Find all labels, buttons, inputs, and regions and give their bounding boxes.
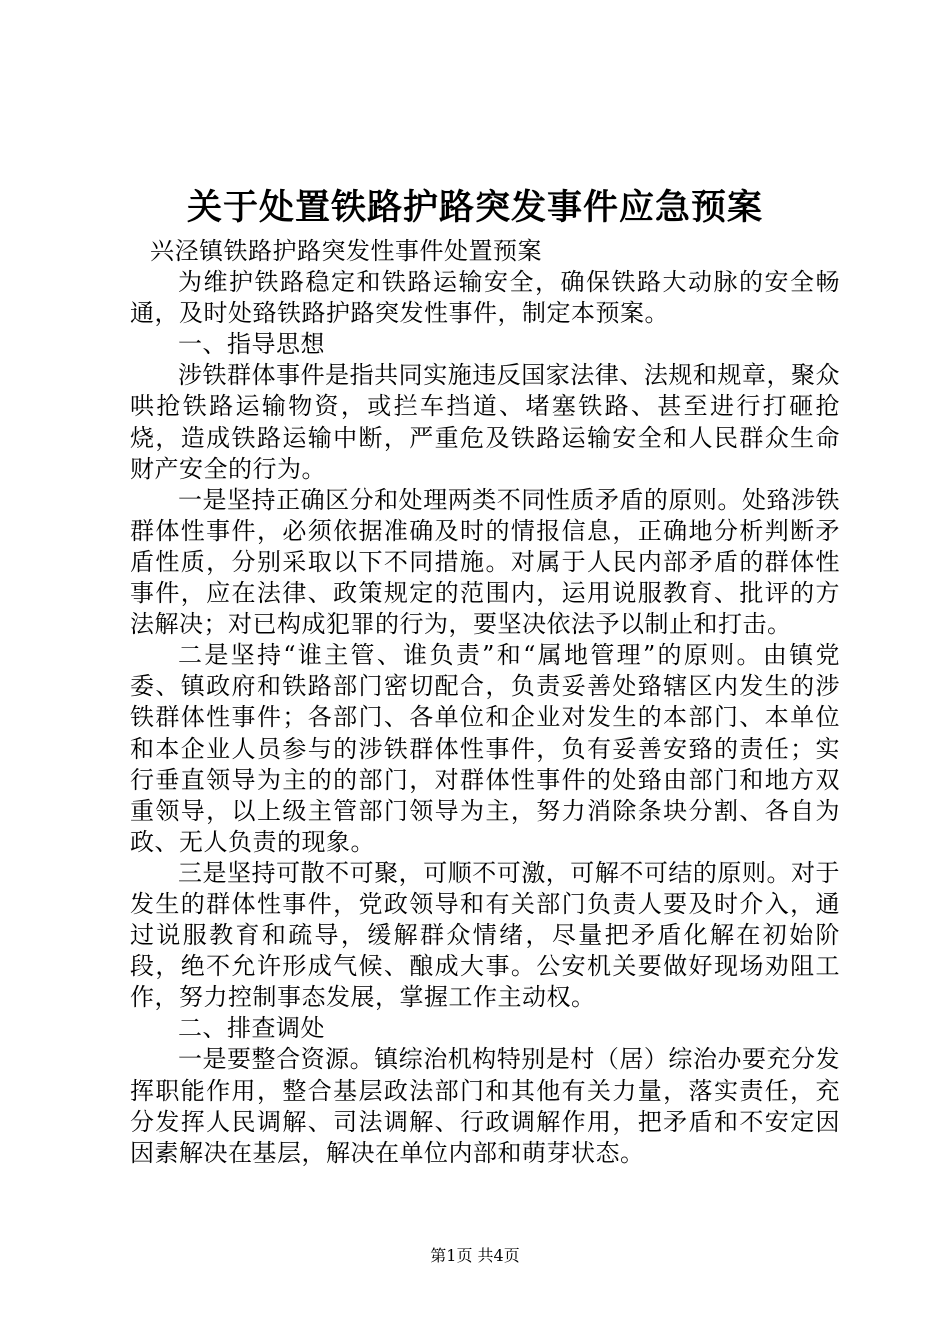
paragraph-subtitle: 兴泾镇铁路护路突发性事件处置预案 xyxy=(150,237,542,265)
document-body xyxy=(130,236,840,1169)
page-footer: 第1页 共4页 xyxy=(430,1246,520,1265)
section-heading-investigation: 二、排查调处 xyxy=(178,1014,325,1043)
document-title: 关于处置铁路护路突发事件应急预案 xyxy=(186,187,763,228)
paragraph-principle-three: 三是坚持可散不可聚，可顺不可激，可解不可结的原则。对于发生的群体性事件，党政领导和有关部门负责人要及时介入，通过说服教育和疏导，缓解群众情绪，尽量把矛盾化解在初始阶段，绝不允许形成气候、酿成大事。公安机关要做好现场劝阻工作，努力控制事态发展，掌握工作主动权。 xyxy=(130,858,840,1012)
paragraph-integrate-resources: 一是要整合资源。镇综治机构特别是村（居）综治办要充分发挥职能作用，整合基层政法部门和其他有关力量，落实责任，充分发挥人民调解、司法调解、行政调解作用，把矛盾和不安定因因素解决在基层，解决在单位内部和萌芽状态。 xyxy=(130,1045,840,1167)
section-heading-guiding-ideology: 一、指导思想 xyxy=(178,330,325,359)
paragraph-intro: 为维护铁路稳定和铁路运输安全，确保铁路大动脉的安全畅通，及时处臵铁路护路突发性事件，制定本预案。 xyxy=(130,268,840,328)
paragraph-principle-two: 二是坚持“谁主管、谁负责”和“属地管理”的原则。由镇党委、镇政府和铁路部门密切配合，负责妥善处臵辖区内发生的涉铁群体性事件；各部门、各单位和企业对发生的本部门、本单位和本企业人员参与的涉铁群体性事件，负有妥善安臵的责任；实行垂直领导为主的的部门，对群体性事件的处臵由部门和地方双重领导，以上级主管部门领导为主，努力消除条块分割、各自为政、无人负责的现象。 xyxy=(130,641,840,856)
paragraph-definition: 涉铁群体事件是指共同实施违反国家法律、法规和规章，聚众哄抢铁路运输物资，或拦车挡道、堵塞铁路、甚至进行打砸抢烧，造成铁路运输中断，严重危及铁路运输安全和人民群众生命财产安全的行为。 xyxy=(130,361,840,483)
paragraph-principle-one: 一是坚持正确区分和处理两类不同性质矛盾的原则。处臵涉铁群体性事件，必须依据准确及时的情报信息，正确地分析判断矛盾性质，分别采取以下不同措施。对属于人民内部矛盾的群体性事件，应在法律、政策规定的范围内，运用说服教育、批评的方法解决；对已构成犯罪的行为，要坚决依法予以制止和打击。 xyxy=(130,485,840,639)
